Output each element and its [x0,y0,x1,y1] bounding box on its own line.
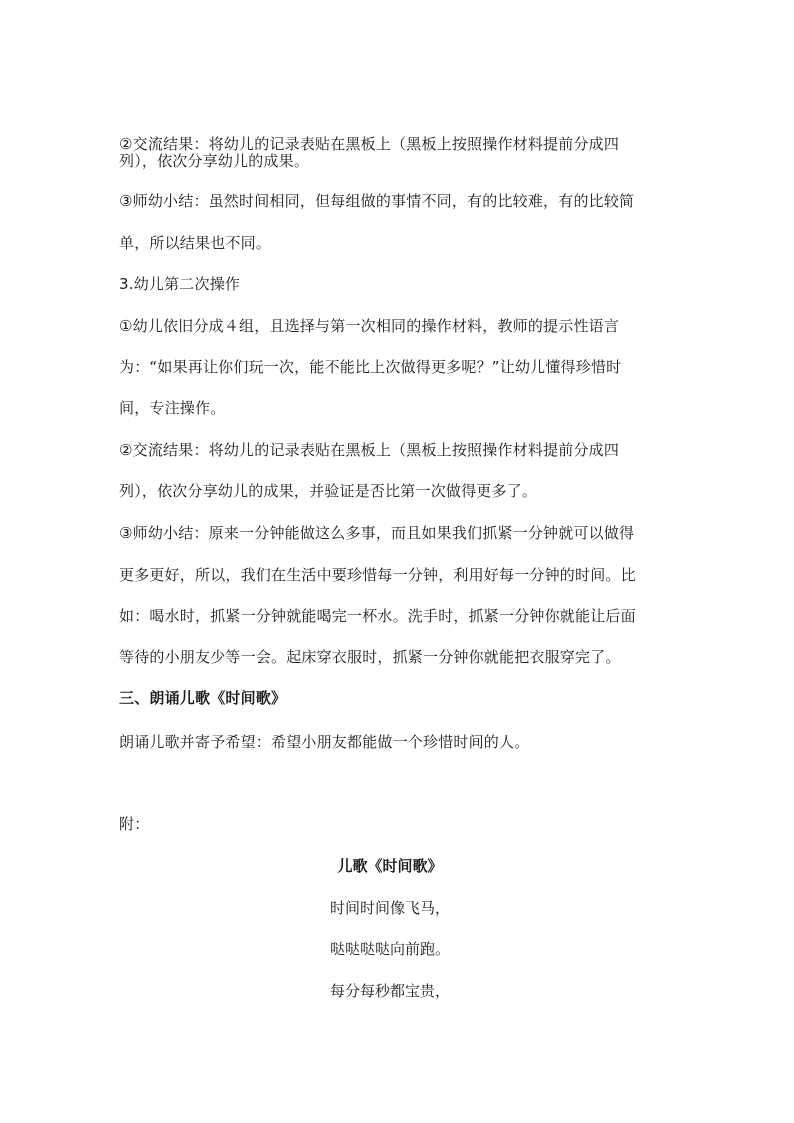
subsection-heading: 3.幼儿第二次操作 [119,275,241,293]
paragraph-line: 间，专注操作。 [119,399,226,417]
paragraph-line: 为：“如果再让你们玩一次，能不能比上次做得更多呢？”让幼儿懂得珍惜时 [119,358,622,376]
paragraph-line: ①幼儿依旧分成４组，且选择与第一次相同的操作材料，教师的提示性语言 [119,317,620,335]
paragraph-line: 更多更好，所以，我们在生活中要珍惜每一分钟，利用好每一分钟的时间。比 [119,566,636,584]
paragraph-line: 列），依次分享幼儿的成果，并验证是否比第一次做得更多了。 [119,482,538,500]
paragraph-line: 单，所以结果也不同。 [119,234,272,252]
poem-line: 时间时间像飞马， [329,899,450,917]
paragraph-line: ③师幼小结：虽然时间相同，但每组做的事情不同，有的比较难，有的比较简 [119,192,635,210]
section-heading: 三、朗诵儿歌《时间歌》 [119,689,287,707]
appendix-label: 附： [119,815,150,833]
poem-line: 每分每秒都宝贵， [329,982,450,1000]
paragraph-line: ②交流结果：将幼儿的记录表贴在黑板上（黑板上按照操作材料提前分成四 [119,135,620,153]
poem-line: 哒哒哒哒向前跑。 [329,940,450,958]
poem-title: 儿歌《时间歌》 [337,857,443,875]
paragraph-line: 列），依次分享幼儿的成果。 [119,152,310,170]
paragraph-line: 如：喝水时，抓紧一分钟就能喝完一杯水。洗手时，抓紧一分钟你就能让后面 [119,607,636,625]
paragraph-line: ②交流结果：将幼儿的记录表贴在黑板上（黑板上按照操作材料提前分成四 [119,441,620,459]
paragraph-line: 等待的小朋友少等一会。起床穿衣服时，抓紧一分钟你就能把衣服穿完了。 [119,648,621,666]
paragraph-line: ③师幼小结：原来一分钟能做这么多事，而且如果我们抓紧一分钟就可以做得 [119,524,635,542]
section-text: 朗诵儿歌并寄予希望：希望小朋友都能做一个珍惜时间的人。 [119,733,530,751]
